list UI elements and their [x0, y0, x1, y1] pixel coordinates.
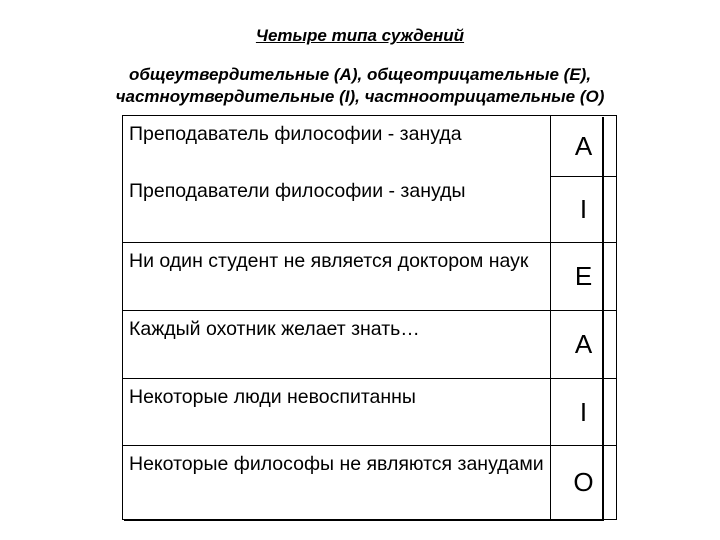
statement-cell: Каждый охотник желает знать… [123, 311, 551, 379]
judgments-table [122, 115, 617, 520]
statement-cell: Преподаватель философии - зануда [123, 116, 551, 177]
table-row [123, 446, 617, 520]
judgment-type-cell: E [551, 243, 617, 311]
judgment-type-cell: I [551, 177, 617, 243]
statement-cell: Некоторые люди невоспитанны [123, 379, 551, 446]
judgment-type-cell: A [551, 116, 617, 177]
statement-cell: Преподаватели философии - зануды [123, 177, 551, 243]
subtitle-line-2: частноутвердительные (I), частноотрицательные (О) [115, 87, 605, 106]
judgments-table-wrapper [122, 115, 602, 519]
table-row [123, 311, 617, 379]
judgment-type-cell: A [551, 311, 617, 379]
subtitle-line-1: общеутвердительные (А), общеотрицательные (Е), [128, 65, 592, 84]
page-title-text: Четыре типа суждений [255, 26, 465, 45]
judgment-type-cell: I [551, 379, 617, 446]
subtitle [0, 64, 720, 108]
table-row [123, 177, 617, 243]
statement-cell: Ни один студент не является доктором наук [123, 243, 551, 311]
statement-cell: Некоторые философы не являются занудами [123, 446, 551, 520]
table-row [123, 243, 617, 311]
page-title [0, 26, 720, 46]
table-row [123, 379, 617, 446]
table-row [123, 116, 617, 177]
judgment-type-cell: O [551, 446, 617, 520]
